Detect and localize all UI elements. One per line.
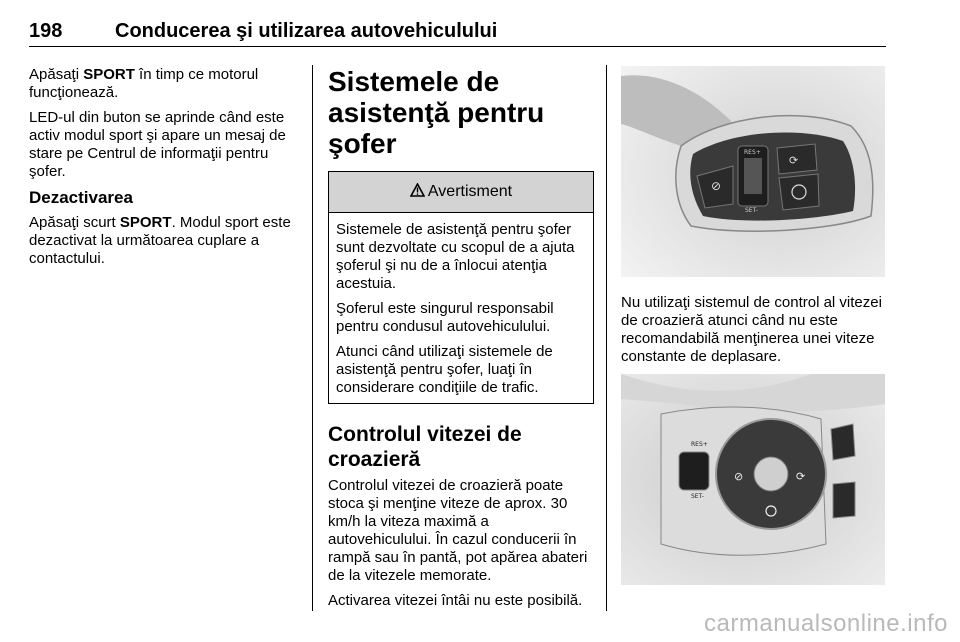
- image-caption: Nu utilizaţi sistemul de control al vitezei de croazieră atunci când nu este recomandabilă menţinerea unei viteze constante de deplasare.: [621, 294, 882, 365]
- warning-box: [328, 171, 594, 404]
- steering-wheel-cruise-image: [621, 374, 885, 585]
- res-label-2: RES+: [691, 441, 708, 448]
- set-label: SET-: [745, 207, 758, 214]
- warning-header: [329, 172, 593, 213]
- svg-text:⊘: ⊘: [711, 179, 722, 193]
- column-divider: [312, 65, 313, 611]
- res-label: RES+: [744, 149, 761, 156]
- section-heading: Dezactivarea: [29, 188, 133, 207]
- watermark: carmanualsonline.info: [704, 610, 948, 637]
- chapter-title: Sistemele de asistenţă pentru şofer: [328, 66, 545, 159]
- set-label-2: SET-: [691, 493, 704, 500]
- paragraph: Apăsaţi scurt SPORT. Modul sport este dezactivat la următoarea cuplare a contactului.: [29, 214, 291, 267]
- warning-triangle-icon: [410, 183, 425, 202]
- warning-paragraph: Şoferul este singurul responsabil pentru condusul autovehiculului.: [336, 300, 554, 335]
- header-rule: [29, 46, 886, 47]
- middle-column: [328, 66, 594, 617]
- left-column: [29, 66, 304, 275]
- steering-wheel-controls-image: [621, 66, 885, 277]
- svg-text:⊘: ⊘: [734, 470, 744, 483]
- column-divider: [606, 65, 607, 611]
- warning-paragraph: Sistemele de asistenţă pentru şofer sunt dezvoltate cu scopul de a ajuta şoferul şi nu de a înlocui atenţia acestuia.: [336, 221, 575, 292]
- section-title: Controlul vitezei de croazieră: [328, 423, 522, 471]
- warning-paragraph: Atunci când utilizaţi sistemele de asistenţă pentru şofer, luaţi în considerare condiţiile de trafic.: [336, 343, 553, 396]
- page-title: Conducerea şi utilizarea autovehiculului: [115, 20, 498, 42]
- paragraph: Apăsaţi SPORT în timp ce motorul funcţionează.: [29, 66, 259, 101]
- svg-text:⟳: ⟳: [789, 154, 799, 167]
- svg-text:⟳: ⟳: [796, 470, 806, 483]
- paragraph: Activarea vitezei întâi nu este posibilă.: [328, 592, 583, 609]
- paragraph: LED-ul din buton se aprinde când este activ modul sport şi apare un mesaj de stare pe Centrul de informaţii pentru şofer.: [29, 109, 286, 180]
- paragraph: Controlul vitezei de croazieră poate stoca şi menţine viteze de aprox. 30 km/h la viteza maximă a autovehiculului. În cazul conducerii în rampă sau în pantă, pot apărea abateri de la vitezele memorate.: [328, 477, 588, 584]
- page-number: 198: [29, 20, 63, 42]
- warning-title: Avertisment: [427, 183, 513, 200]
